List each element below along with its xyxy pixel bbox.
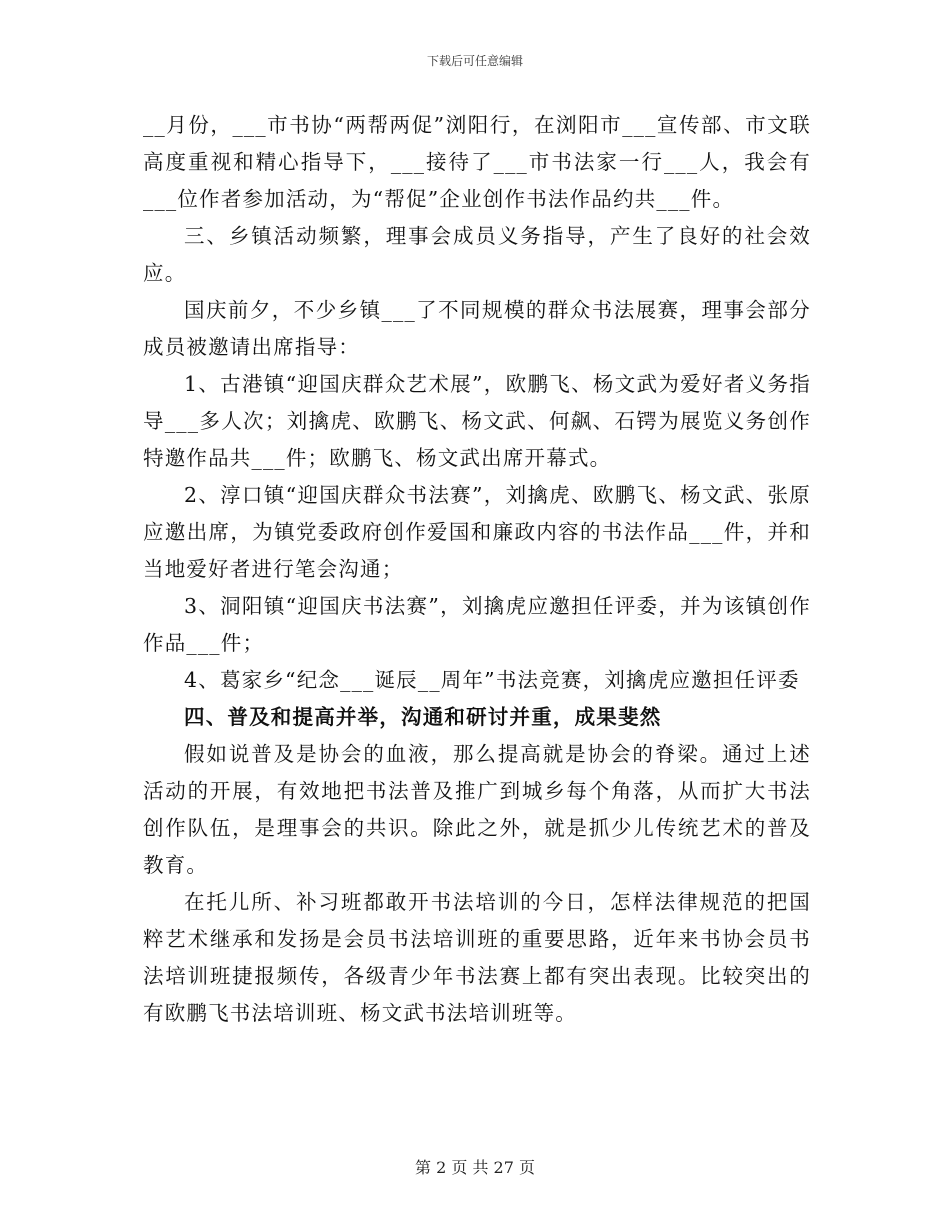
paragraph-1: __月份，___市书协“两帮两促”浏阳行，在浏阳市___宣传部、市文联高度重视和精心指导下，___接待了___市书法家一行___人，我会有___位作者参加活动，为“帮促”企业创作书法作品约共___件。	[143, 113, 811, 211]
page-footer: 第 2 页 共 27 页	[415, 1158, 535, 1177]
paragraph-3: 国庆前夕，不少乡镇___了不同规模的群众书法展赛，理事会部分成员被邀请出席指导：	[143, 298, 811, 359]
paragraph-8: 假如说普及是协会的血液，那么提高就是协会的脊梁。通过上述活动的开展，有效地把书法普及推广到城乡每个角落，从而扩大书法创作队伍，是理事会的共识。除此之外，就是抓少儿传统艺术的普及教育。	[143, 742, 811, 877]
paragraph-7: 4、葛家乡“纪念___诞辰__周年”书法竞赛，刘擒虎应邀担任评委	[184, 668, 800, 692]
paragraph-5: 2、淳口镇“迎国庆群众书法赛”，刘擒虎、欧鹏飞、杨文武、张原应邀出席，为镇党委政府创作爱国和廉政内容的书法作品___件，并和当地爱好者进行笔会沟通；	[143, 483, 811, 581]
header-note: 下载后可任意编辑	[426, 54, 523, 68]
paragraph-2: 三、乡镇活动频繁，理事会成员义务指导，产生了良好的社会效应。	[143, 224, 811, 285]
document-body	[143, 107, 811, 1032]
paragraph-4: 1、古港镇“迎国庆群众艺术展”，欧鹏飞、杨文武为爱好者义务指导___多人次；刘擒虎、欧鹏飞、杨文武、何飙、石锷为展览义务创作特邀作品共___件；欧鹏飞、杨文武出席开幕式。	[143, 372, 811, 470]
paragraph-9: 在托儿所、补习班都敢开书法培训的今日，怎样法律规范的把国粹艺术继承和发扬是会员书法培训班的重要思路，近年来书协会员书法培训班捷报频传，各级青少年书法赛上都有突出表现。比较突出的有欧鹏飞书法培训班、杨文武书法培训班等。	[143, 890, 811, 1025]
section-heading: 四、普及和提高并举，沟通和研讨并重，成果斐然	[184, 705, 662, 729]
paragraph-6: 3、洞阳镇“迎国庆书法赛”，刘擒虎应邀担任评委，并为该镇创作作品___件；	[143, 594, 811, 655]
